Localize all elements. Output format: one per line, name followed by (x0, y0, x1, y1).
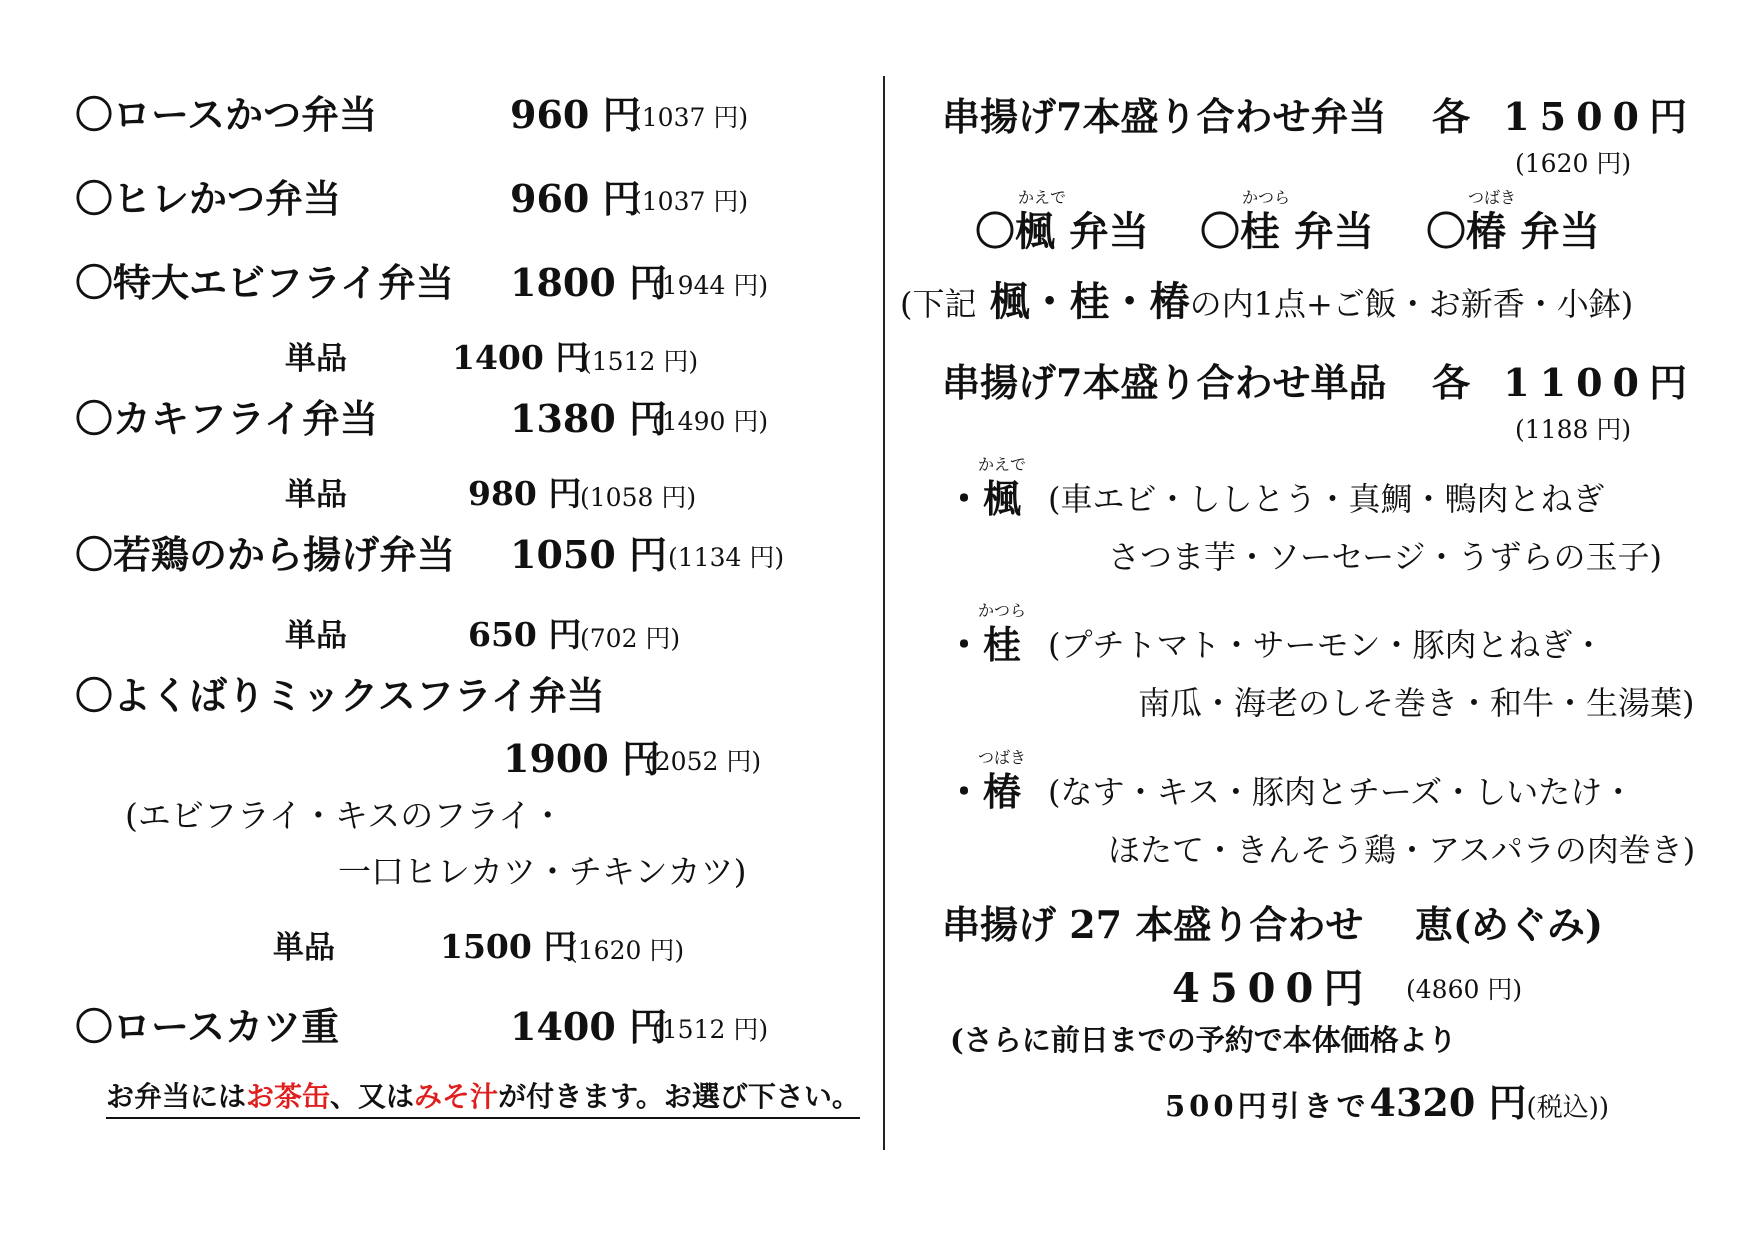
bento-set-tax-price: (1620 円) (1515, 149, 1632, 178)
mix-contents-line: 一口ヒレカツ・チキンカツ) (338, 852, 747, 891)
single-set-tax-price: (1188 円) (1515, 415, 1632, 444)
big-set-price: 4500円 (1172, 965, 1374, 1012)
set-name-tsubaki: ・椿 (945, 769, 1022, 814)
bento-description (900, 270, 1633, 327)
bento-set-price: 各 1500円 (1432, 94, 1697, 139)
set-contents-line: さつま芋・ソーセージ・うずらの玉子) (1108, 538, 1662, 576)
bento-ruby: かえで (1018, 188, 1067, 207)
reservation-tax-label: (税込)) (1526, 1093, 1609, 1123)
menu-item-name: 〇ロースカツ重 (75, 1004, 340, 1049)
big-set-name: 恵(めぐみ) (1415, 902, 1603, 947)
menu-item-name: 〇よくばりミックスフライ弁当 (75, 673, 605, 718)
note-text: が付きます。お選び下さい。 (498, 1080, 860, 1113)
reservation-price: 4320 円 (1369, 1080, 1527, 1125)
single-tax-price: (1620 円) (568, 936, 685, 965)
single-label: 単品 (273, 930, 335, 966)
bento-description-names: 楓・桂・椿 (989, 278, 1190, 325)
menu-item-price: 1400 円 (510, 1004, 667, 1049)
menu-item-name: 〇ヒレかつ弁当 (75, 176, 342, 221)
single-price: 650 円 (468, 615, 582, 654)
menu-item-name: 〇ロースかつ弁当 (75, 92, 378, 137)
single-label: 単品 (285, 618, 347, 654)
single-label: 単品 (285, 341, 347, 377)
reservation-note: (さらに前日までの予約で本体価格より (950, 1023, 1457, 1057)
bento-description-text: (下記 (900, 285, 977, 323)
single-tax-price: (1058 円) (580, 483, 697, 512)
big-set-title: 串揚げ 27 本盛り合わせ (942, 902, 1364, 947)
single-set-price: 各 1100円 (1432, 360, 1697, 405)
mix-contents-line: (エビフライ・キスのフライ・ (125, 796, 565, 835)
reservation-discount (1165, 1072, 1609, 1127)
big-set-tax-price: (4860 円) (1406, 975, 1523, 1004)
set-contents-line: (車エビ・ししとう・真鯛・鴨肉とねぎ (1048, 480, 1605, 518)
menu-item-tax-price: (1134 円) (668, 543, 785, 572)
set-name-kaede: ・楓 (945, 476, 1022, 521)
note-highlight-miso: みそ汁 (414, 1080, 499, 1113)
single-price: 1500 円 (440, 927, 577, 966)
set-contents-line: (プチトマト・サーモン・豚肉とねぎ・ (1048, 626, 1605, 664)
bento-katsura: 〇桂 弁当 (1200, 208, 1374, 255)
set-ruby: かつら (978, 601, 1027, 620)
menu-item-tax-price: (1490 円) (652, 407, 769, 436)
set-contents-line: ほたて・きんそう鶏・アスパラの肉巻き) (1108, 831, 1696, 869)
single-tax-price: (1512 円) (582, 347, 699, 376)
menu-item-price: 960 円 (510, 176, 641, 221)
single-label: 単品 (285, 477, 347, 513)
bento-tsubaki: 〇椿 弁当 (1426, 208, 1600, 255)
single-price: 980 円 (468, 474, 582, 513)
note-text: 、又は (330, 1080, 415, 1113)
bento-note (106, 1075, 860, 1119)
menu-item-price: 960 円 (510, 92, 641, 137)
menu-item-tax-price: (1512 円) (652, 1015, 769, 1044)
set-contents-line: (なす・キス・豚肉とチーズ・しいたけ・ (1048, 773, 1635, 811)
reservation-discount-text: 500円引きで (1165, 1089, 1370, 1123)
menu-item-tax-price: (1944 円) (652, 271, 769, 300)
set-name-katsura: ・桂 (945, 622, 1022, 667)
menu-item-price: 1800 円 (510, 260, 667, 305)
bento-kaede: 〇楓 弁当 (975, 208, 1149, 255)
single-tax-price: (702 円) (580, 624, 681, 653)
menu-item-price: 1380 円 (510, 396, 667, 441)
note-highlight-tea: お茶缶 (246, 1080, 331, 1113)
menu-item-name: 〇若鶏のから揚げ弁当 (75, 532, 456, 577)
bento-ruby: つばき (1468, 188, 1517, 207)
bento-ruby: かつら (1242, 188, 1291, 207)
menu-item-name: 〇カキフライ弁当 (75, 396, 378, 441)
menu-item-tax-price: (1037 円) (632, 103, 749, 132)
column-divider (883, 76, 885, 1150)
menu-item-tax-price: (2052 円) (645, 747, 762, 776)
menu-item-price: 1050 円 (510, 532, 667, 577)
bento-description-text: の内1点+ご飯・お新香・小鉢) (1189, 285, 1634, 323)
bento-set-title: 串揚げ7本盛り合わせ弁当 (942, 94, 1387, 139)
menu-item-tax-price: (1037 円) (632, 187, 749, 216)
set-ruby: つばき (978, 748, 1027, 767)
menu-item-name: 〇特大エビフライ弁当 (75, 260, 454, 305)
set-ruby: かえで (978, 455, 1027, 474)
note-text: お弁当には (106, 1080, 247, 1113)
set-contents-line: 南瓜・海老のしそ巻き・和牛・生湯葉) (1138, 684, 1695, 722)
single-set-title: 串揚げ7本盛り合わせ単品 (942, 360, 1387, 405)
menu-item-price: 1900 円 (503, 736, 660, 781)
single-price: 1400 円 (452, 338, 589, 377)
